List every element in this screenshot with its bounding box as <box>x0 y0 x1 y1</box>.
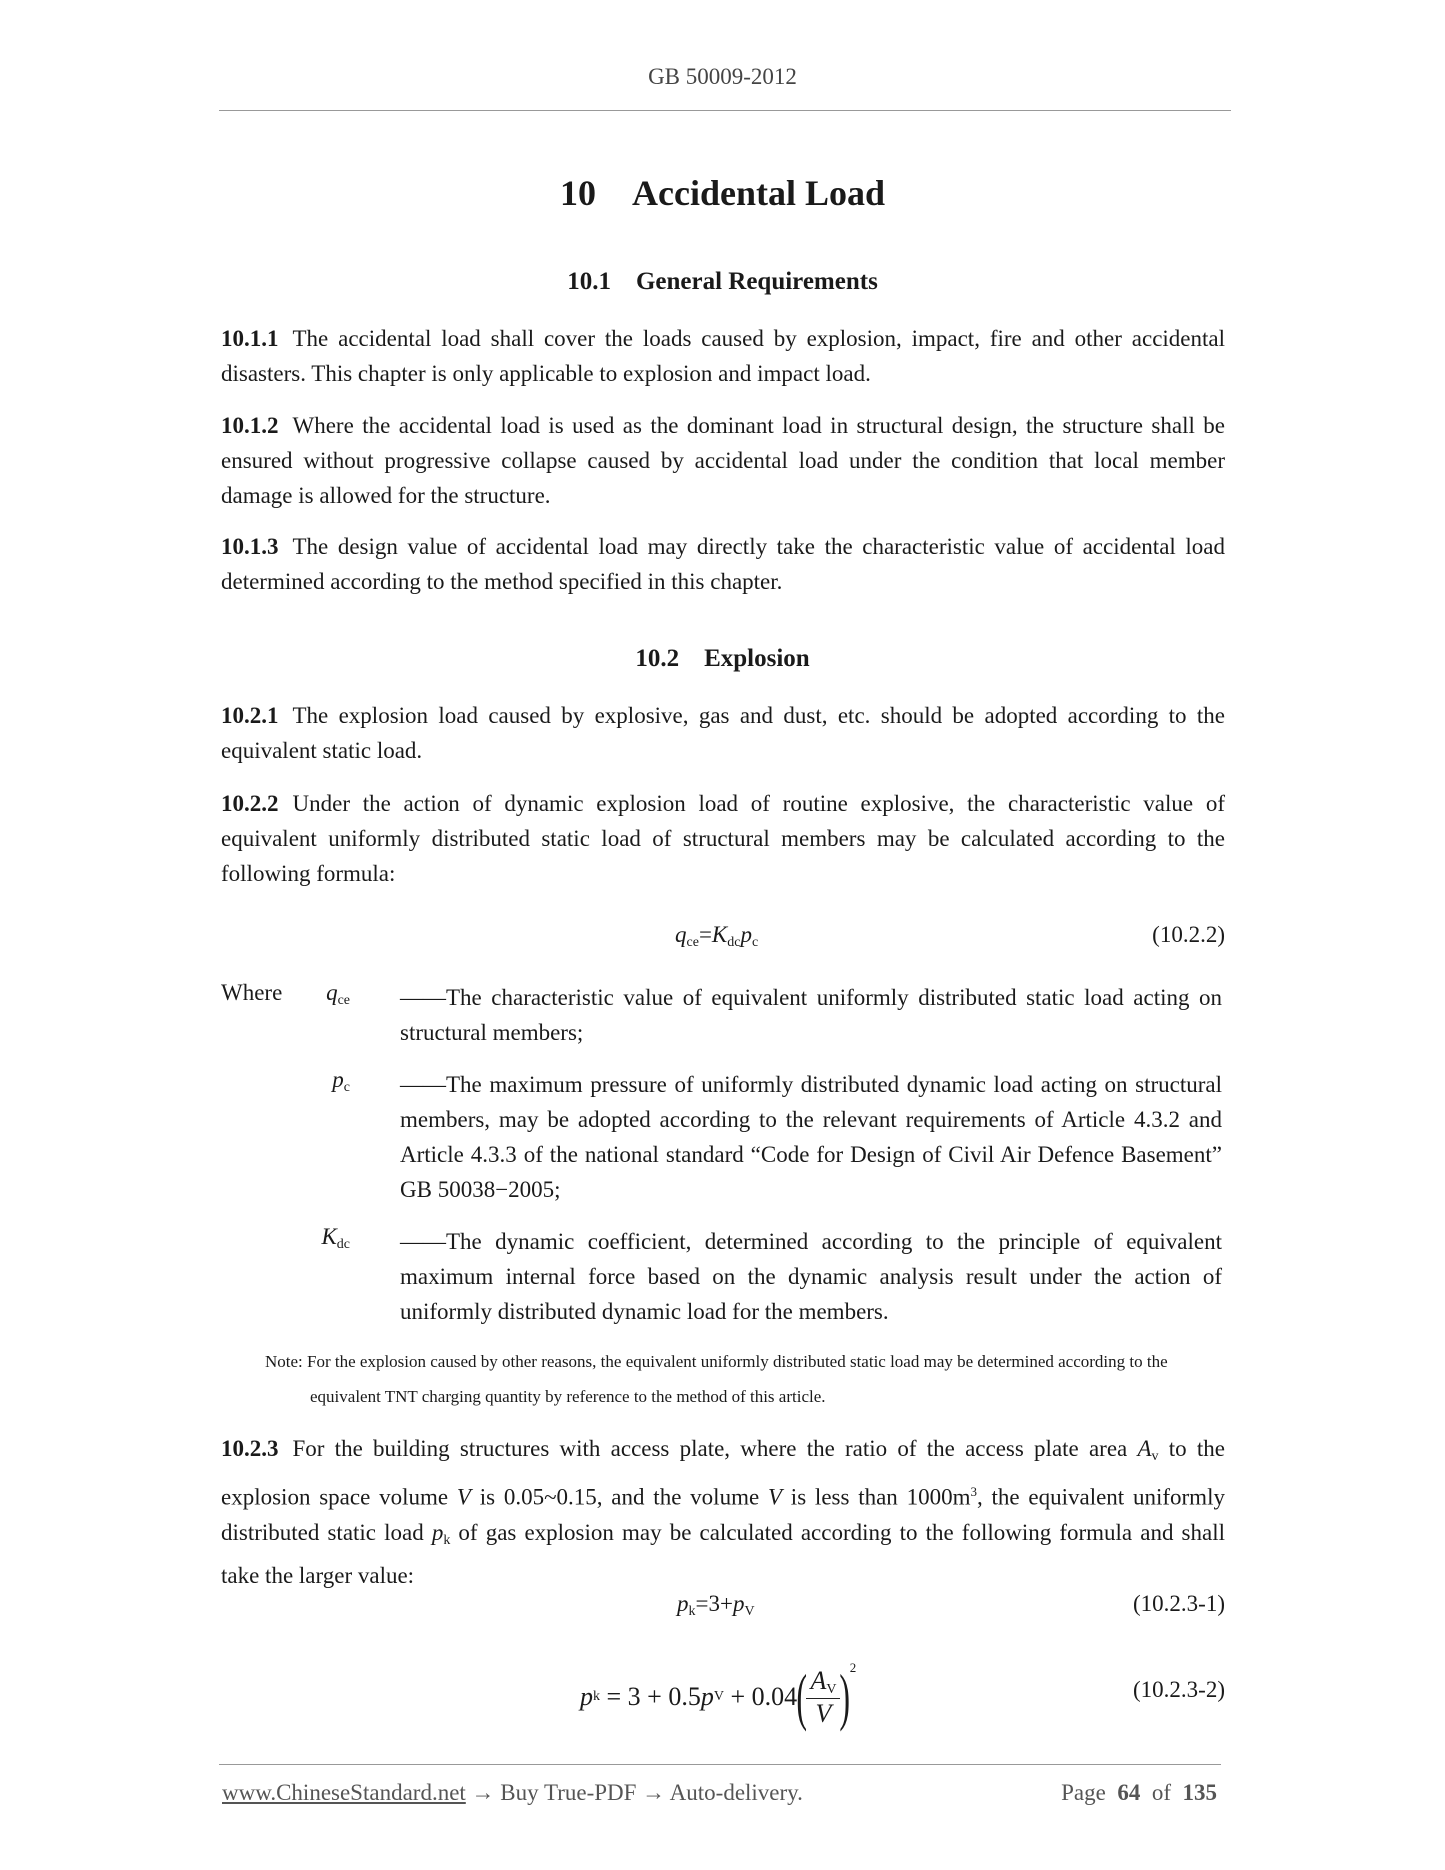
document-header: GB 50009-2012 <box>648 64 797 89</box>
chapter-title: 10 Accidental Load <box>559 173 885 213</box>
definition-qce: ——The characteristic value of equivalent uniformly distributed static load acting on structural members; <box>400 985 1222 1045</box>
clause-10-2-1: 10.2.1 The explosion load caused by explosive, gas and dust, etc. should be adopted according to the equivalent static load. <box>221 703 1225 763</box>
page-indicator: Page 64 of 135 <box>1061 1780 1217 1805</box>
equation-number: (10.2.3-1) <box>1133 1591 1225 1616</box>
footer-rule <box>219 1764 1221 1765</box>
formula-10-2-3-2: p k = 3 + 0.5 p V + 0.04 ( $A_V$ V ) $^2$ <box>580 1660 857 1732</box>
where-label: Where <box>221 980 283 1005</box>
section-heading-10-2: 10.2 Explosion <box>635 645 810 672</box>
formula-10-2-2: $q_{ce}=K_{dc}p_c$ <box>675 922 759 950</box>
website-link[interactable]: www.ChineseStandard.net <box>222 1780 466 1805</box>
symbol-qce: $q_{ce}$ <box>326 980 350 1008</box>
note-line-1: Note: For the explosion caused by other reasons, the equivalent uniformly distributed static load may be determined according to the <box>265 1352 1168 1371</box>
clause-10-2-3: 10.2.3 For the building structures with access plate, where the ratio of the access plate area $A_v$ to the explosion space volume V is 0.05~0.15, and the volume V is less than $1000m^3$, the equivalent uniformly distributed static load $p_k$ of gas explosion may be calculated according to the following formula and shall take the larger value: <box>221 1436 1225 1588</box>
fraction: $A_V$ V <box>806 1666 840 1729</box>
clause-10-1-2: 10.1.2 Where the accidental load is used as the dominant load in structural design, the structure shall be ensured without progressive collapse caused by accidental load under the condition that local member damage is allowed for the structure. <box>221 413 1225 508</box>
header-rule <box>219 110 1231 111</box>
equation-number: (10.2.2) <box>1152 922 1225 947</box>
clause-10-2-2: 10.2.2 Under the action of dynamic explosion load of routine explosive, the characteristic value of equivalent uniformly distributed static load of structural members may be calculated according to the following formula: <box>221 791 1225 886</box>
equation-number: (10.2.3-2) <box>1133 1677 1225 1702</box>
formula-10-2-3-1: $p_k=3+p_V$ <box>677 1591 755 1619</box>
section-heading-10-1: 10.1 General Requirements <box>567 268 878 295</box>
note-line-2: equivalent TNT charging quantity by reference to the method of this article. <box>310 1387 826 1406</box>
definition-pc: ——The maximum pressure of uniformly distributed dynamic load acting on structural members, may be adopted according to the relevant requirements of Article 4.3.2 and Article 4.3.3 of the national standard “Code for Design of Civil Air Defence Basement” GB 50038−2005; <box>400 1072 1222 1202</box>
footer-left: www.ChineseStandard.net → Buy True-PDF → Auto-delivery. <box>222 1780 803 1805</box>
clause-10-1-3: 10.1.3 The design value of accidental load may directly take the characteristic value of accidental load determined according to the method specified in this chapter. <box>221 534 1225 594</box>
clause-10-1-1: 10.1.1 The accidental load shall cover the loads caused by explosion, impact, fire and other accidental disasters. This chapter is only applicable to explosion and impact load. <box>221 326 1225 386</box>
definition-kdc: ——The dynamic coefficient, determined according to the principle of equivalent maximum internal force based on the dynamic analysis result under the action of uniformly distributed dynamic load for the members. <box>400 1229 1222 1324</box>
symbol-kdc: $K_{dc}$ <box>321 1224 350 1252</box>
symbol-pc: $p_c$ <box>332 1067 350 1095</box>
